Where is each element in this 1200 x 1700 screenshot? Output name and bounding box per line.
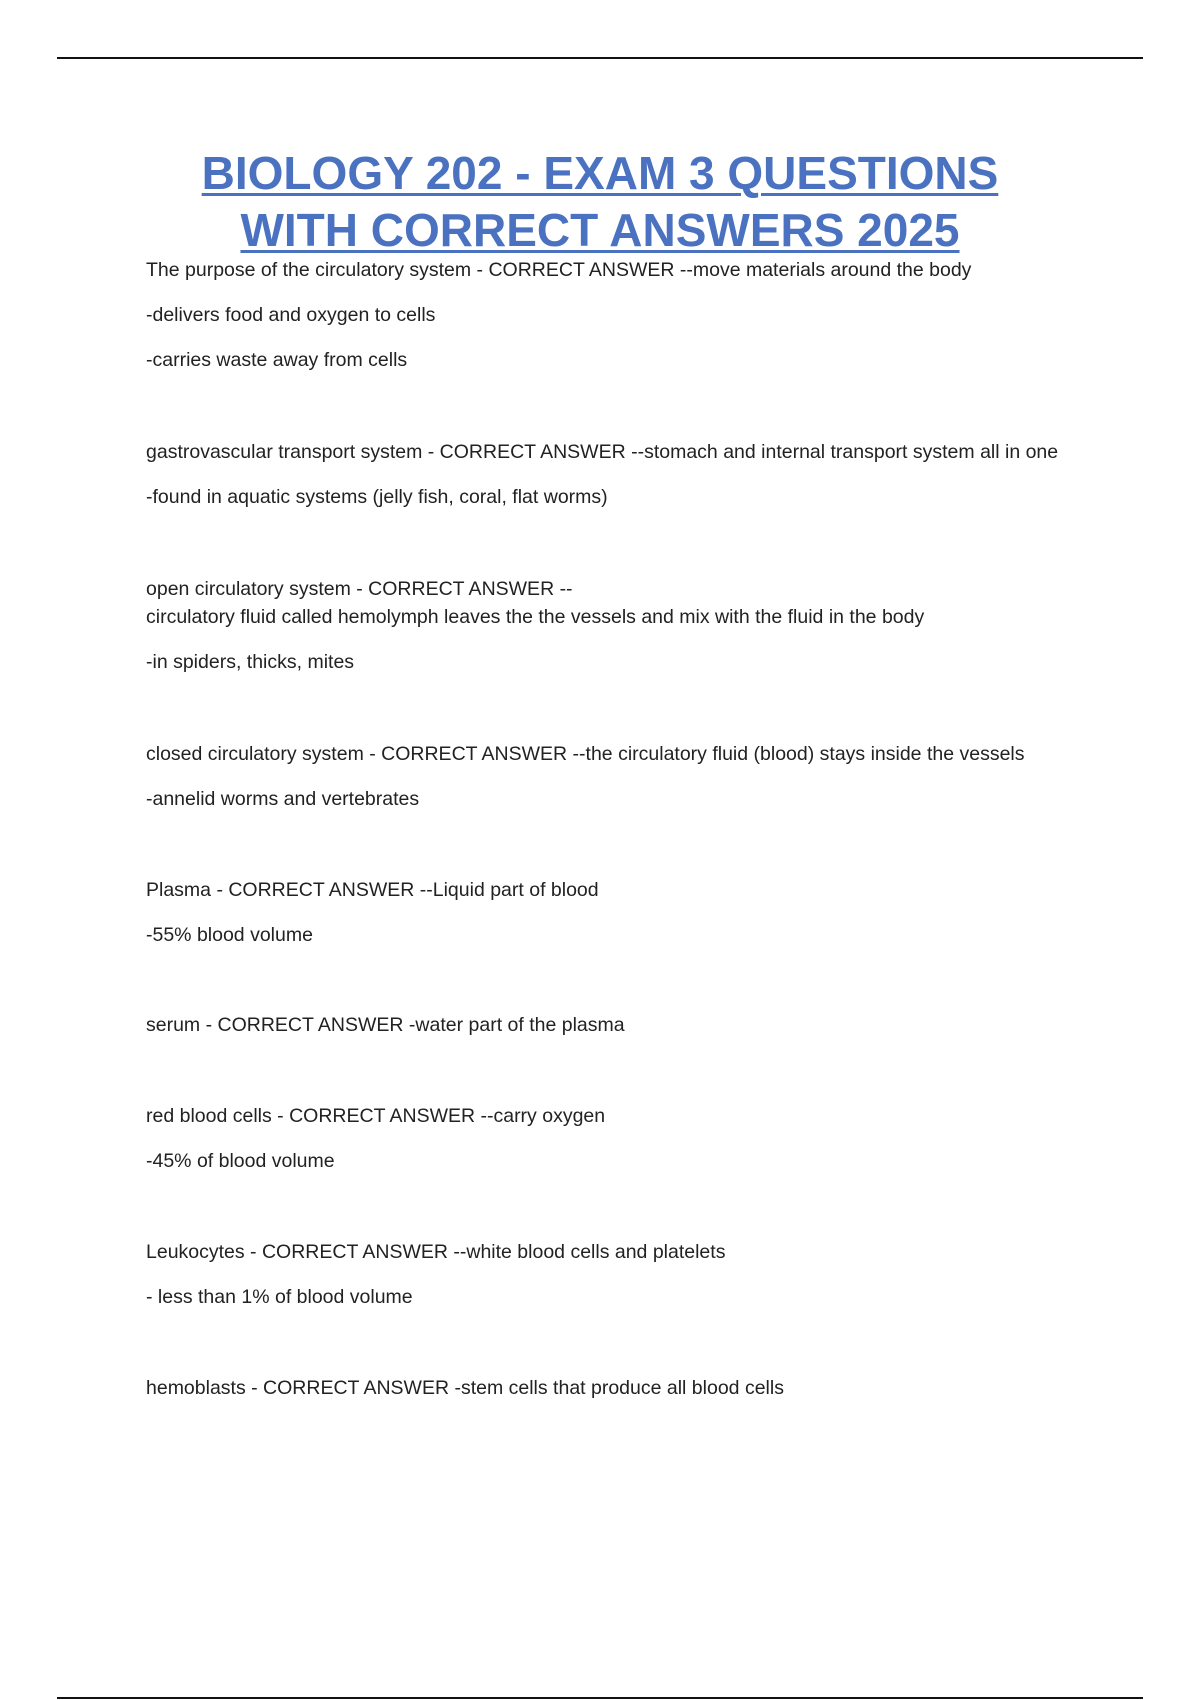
- qa-entry: [146, 1010, 625, 1040]
- qa-answer-detail: -in spiders, thicks, mites: [146, 651, 355, 673]
- bottom-rule: [57, 1697, 1143, 1699]
- title-line-2: WITH CORRECT ANSWERS 2025: [240, 204, 960, 256]
- qa-entry: [146, 1237, 725, 1312]
- qa-question-answer: red blood cells - CORRECT ANSWER --carry oxygen: [146, 1105, 606, 1127]
- qa-entry: [146, 255, 971, 375]
- qa-answer-detail: -annelid worms and vertebrates: [146, 788, 420, 810]
- title-line-1: BIOLOGY 202 - EXAM 3 QUESTIONS: [201, 147, 999, 199]
- qa-question-answer: hemoblasts - CORRECT ANSWER -stem cells that produce all blood cells: [146, 1377, 784, 1399]
- qa-question-answer: open circulatory system - CORRECT ANSWER --: [146, 578, 573, 600]
- document-title: [100, 145, 1100, 259]
- qa-answer-detail: -delivers food and oxygen to cells: [146, 304, 436, 326]
- qa-answer-detail: - less than 1% of blood volume: [146, 1286, 413, 1308]
- qa-question-answer: closed circulatory system - CORRECT ANSWER --the circulatory fluid (blood) stays inside the vessels: [146, 743, 1025, 765]
- qa-question-answer: serum - CORRECT ANSWER -water part of the plasma: [146, 1014, 625, 1036]
- qa-entry: [146, 1373, 784, 1403]
- qa-question-answer: The purpose of the circulatory system - CORRECT ANSWER --move materials around the body: [146, 259, 972, 281]
- qa-answer-detail: -55% blood volume: [146, 924, 313, 946]
- qa-question-answer: Plasma - CORRECT ANSWER --Liquid part of blood: [146, 879, 599, 901]
- top-rule: [57, 57, 1143, 59]
- qa-answer-detail: -carries waste away from cells: [146, 349, 408, 371]
- qa-question-answer: gastrovascular transport system - CORRECT ANSWER --stomach and internal transport system all in one: [146, 441, 1059, 463]
- qa-answer-continuation: circulatory fluid called hemolymph leaves the the vessels and mix with the fluid in the body: [146, 606, 925, 628]
- qa-entry: [146, 1101, 605, 1176]
- qa-entry: [146, 574, 924, 677]
- qa-entry: [146, 875, 599, 950]
- qa-answer-detail: -found in aquatic systems (jelly fish, coral, flat worms): [146, 486, 608, 508]
- qa-answer-detail: -45% of blood volume: [146, 1150, 335, 1172]
- qa-entry: [146, 437, 1058, 512]
- qa-question-answer: Leukocytes - CORRECT ANSWER --white blood cells and platelets: [146, 1241, 726, 1263]
- qa-entry: [146, 739, 1025, 814]
